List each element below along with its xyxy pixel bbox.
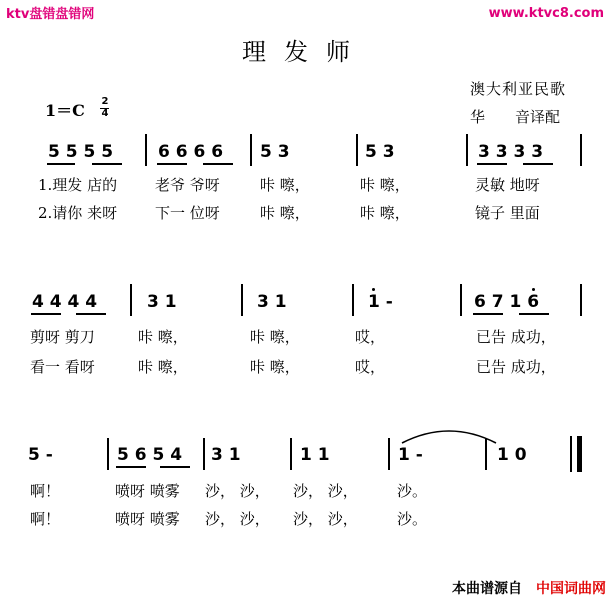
lyric-v1: 沙。 bbox=[397, 482, 428, 500]
lyric-v1: 剪呀 剪刀 bbox=[30, 328, 95, 346]
song-title: 理发师 bbox=[242, 38, 368, 66]
lyric-v1: 咔 嚓， bbox=[360, 176, 410, 194]
measure-14-notes: 1 1 bbox=[300, 445, 330, 465]
measure-2-notes: 6 6 6 6 bbox=[158, 142, 224, 162]
lyric-v1: 啊！ bbox=[30, 482, 61, 500]
barline bbox=[580, 134, 582, 166]
barline bbox=[290, 438, 292, 470]
lyric-v2: 啊！ bbox=[30, 510, 61, 528]
measure-7-notes: 3 1 bbox=[147, 292, 177, 312]
time-signature-bottom: 4 bbox=[101, 108, 109, 119]
lyric-v1: 已告 成功， bbox=[476, 328, 556, 346]
lyric-v2: 已告 成功， bbox=[476, 358, 556, 376]
lyric-v1: 沙， 沙， bbox=[205, 482, 270, 500]
key-signature: 1＝C bbox=[45, 101, 85, 120]
barline bbox=[352, 284, 354, 316]
lyric-v2: 下一 位呀 bbox=[155, 204, 220, 222]
beam bbox=[523, 163, 553, 165]
final-barline-thin bbox=[570, 436, 572, 472]
measure-11-notes: 5 - bbox=[28, 445, 53, 465]
lyric-v1: 1.理发 店的 bbox=[38, 176, 118, 194]
beam bbox=[203, 163, 233, 165]
beam bbox=[519, 313, 549, 315]
lyric-v2: 沙， 沙， bbox=[293, 510, 358, 528]
lyric-v2: 喷呀 喷雾 bbox=[115, 510, 180, 528]
beam bbox=[473, 313, 503, 315]
lyric-v2: 镜子 里面 bbox=[475, 204, 540, 222]
lyric-v2: 咔 嚓， bbox=[250, 358, 300, 376]
lyric-v2: 看一 看呀 bbox=[30, 358, 95, 376]
lyric-v1: 灵敏 地呀 bbox=[475, 176, 540, 194]
final-barline-thick bbox=[577, 436, 582, 472]
lyric-v2: 哎， bbox=[355, 358, 386, 376]
beam bbox=[76, 313, 106, 315]
beam bbox=[92, 163, 122, 165]
barline bbox=[356, 134, 358, 166]
measure-8-notes: 3 1 bbox=[257, 292, 287, 312]
measure-13-notes: 3 1 bbox=[211, 445, 241, 465]
barline bbox=[130, 284, 132, 316]
measure-1-notes: 5 5 5 5 bbox=[48, 142, 114, 162]
measure-15-notes: 1 - bbox=[398, 445, 423, 465]
lyric-v1: 哎， bbox=[355, 328, 386, 346]
measure-3-notes: 5 3 bbox=[260, 142, 290, 162]
measure-5-notes: 3 3 3 3 bbox=[478, 142, 544, 162]
source-site-link[interactable]: 中国词曲网 bbox=[536, 581, 606, 597]
beam bbox=[31, 313, 61, 315]
lyric-v2: 咔 嚓， bbox=[360, 204, 410, 222]
watermark-left: ktv盘错盘错网 bbox=[6, 7, 95, 22]
lyric-v1: 咔 嚓， bbox=[138, 328, 188, 346]
lyric-v1: 老爷 爷呀 bbox=[155, 176, 220, 194]
barline bbox=[460, 284, 462, 316]
lyric-v1: 沙， 沙， bbox=[293, 482, 358, 500]
arranger-credit: 华 音译配 bbox=[470, 108, 561, 126]
lyric-v1: 咔 嚓， bbox=[260, 176, 310, 194]
beam bbox=[160, 466, 190, 468]
barline bbox=[485, 438, 487, 470]
barline bbox=[145, 134, 147, 166]
measure-16-notes: 1 0 bbox=[497, 445, 527, 465]
barline bbox=[580, 284, 582, 316]
measure-9-notes: 1 - bbox=[368, 292, 393, 312]
barline bbox=[107, 438, 109, 470]
barline bbox=[203, 438, 205, 470]
beam bbox=[116, 466, 146, 468]
measure-12-notes: 5 6 5 4 bbox=[117, 445, 183, 465]
high-octave-dot bbox=[372, 288, 375, 291]
barline bbox=[241, 284, 243, 316]
beam bbox=[47, 163, 75, 165]
barline bbox=[388, 438, 390, 470]
lyric-v2: 咔 嚓， bbox=[138, 358, 188, 376]
barline bbox=[466, 134, 468, 166]
lyric-v2: 沙， 沙， bbox=[205, 510, 270, 528]
song-origin: 澳大利亚民歌 bbox=[470, 80, 567, 98]
source-label: 本曲谱源自 bbox=[452, 581, 522, 597]
barline bbox=[250, 134, 252, 166]
beam bbox=[477, 163, 507, 165]
lyric-v2: 沙。 bbox=[397, 510, 428, 528]
lyric-v1: 喷呀 喷雾 bbox=[115, 482, 180, 500]
measure-4-notes: 5 3 bbox=[365, 142, 395, 162]
lyric-v2: 咔 嚓， bbox=[260, 204, 310, 222]
lyric-v2: 2.请你 来呀 bbox=[38, 204, 118, 222]
measure-6-notes: 4 4 4 4 bbox=[32, 292, 98, 312]
measure-10-notes: 6 7 1 6 bbox=[474, 292, 540, 312]
source-footer bbox=[452, 578, 606, 598]
time-signature-top: 2 bbox=[101, 96, 109, 107]
lyric-v1: 咔 嚓， bbox=[250, 328, 300, 346]
high-octave-dot bbox=[532, 288, 535, 291]
watermark-right: www.ktvc8.com bbox=[488, 6, 604, 21]
beam bbox=[157, 163, 187, 165]
